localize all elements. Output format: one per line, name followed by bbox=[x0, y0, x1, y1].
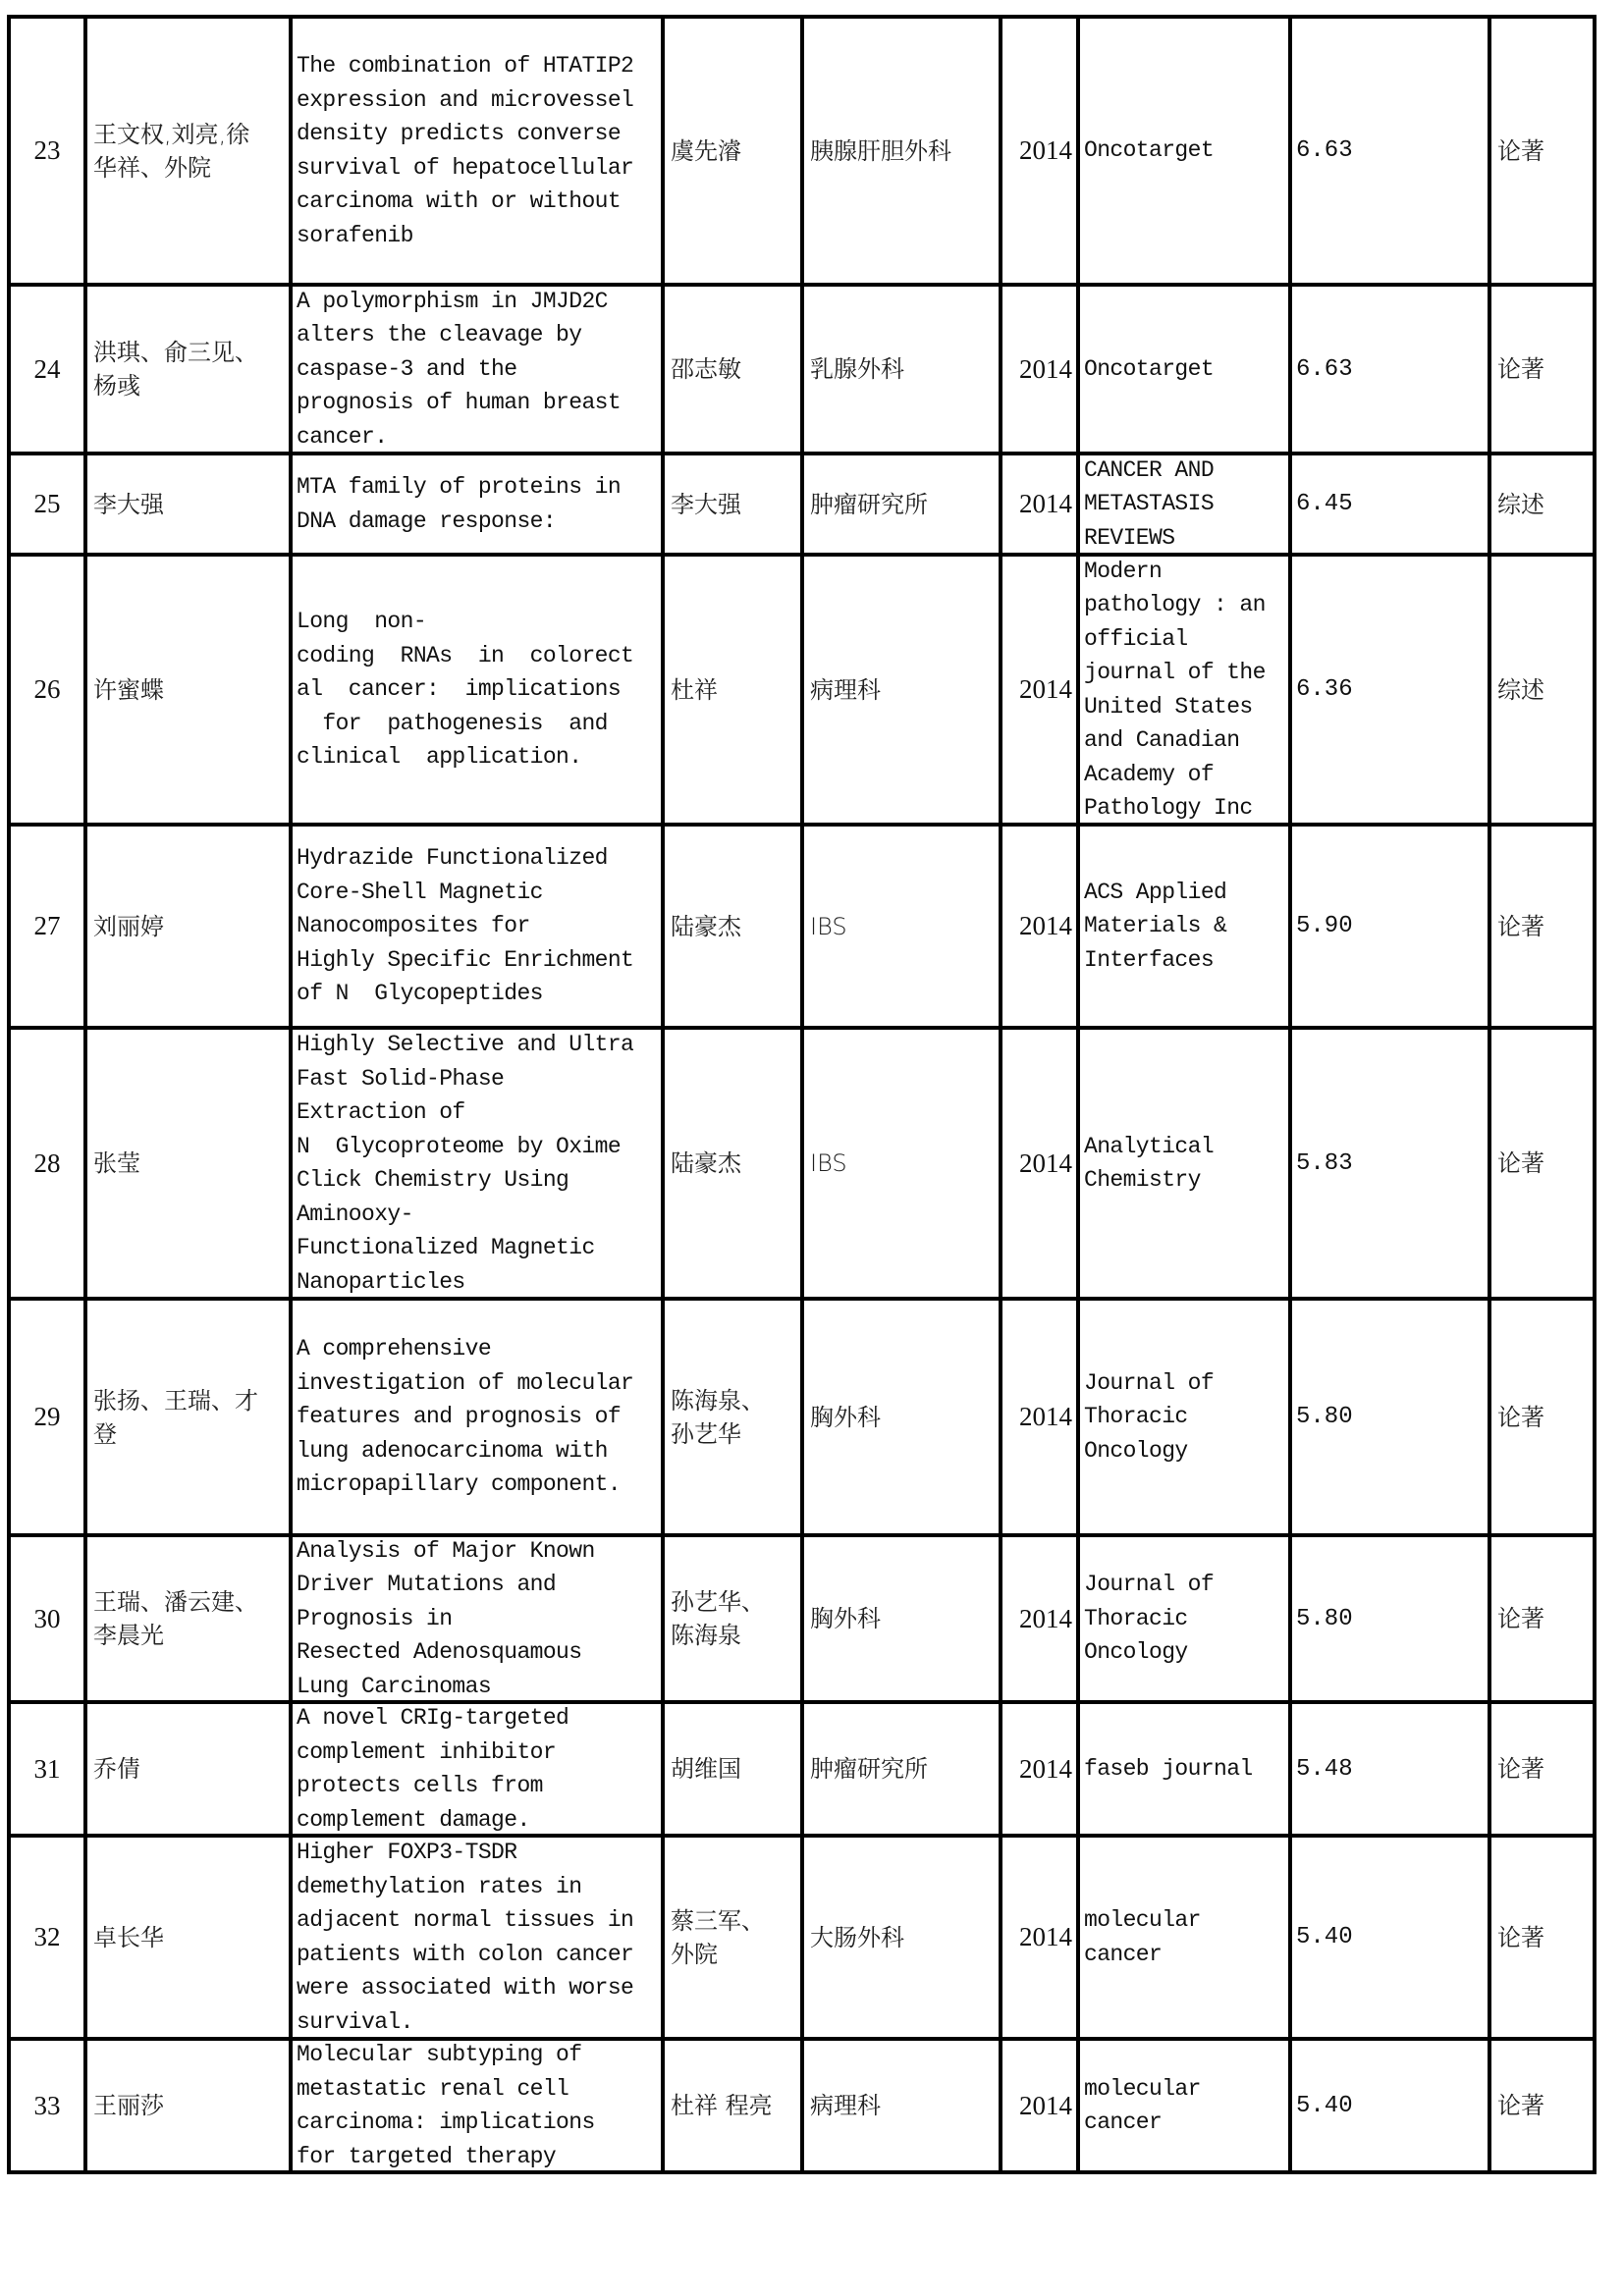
corresponding-author-cell bbox=[665, 1030, 800, 1297]
journal-cell-text: CANCER AND METASTASIS REVIEWS bbox=[1084, 456, 1215, 551]
impact-factor-cell-text: 6.36 bbox=[1296, 676, 1353, 703]
impact-factor-cell bbox=[1292, 557, 1488, 823]
row-border bbox=[7, 553, 1597, 557]
row-border bbox=[7, 1026, 1597, 1030]
paper-title-cell-text: A polymorphism in JMJD2C alters the cleavage by caspase-3 and the prognosis of human breast cancer. bbox=[297, 288, 622, 450]
article-type-cell-text: 综述 bbox=[1497, 490, 1544, 518]
corresponding-author-cell-text: 胡维国 bbox=[671, 1755, 741, 1783]
authors-cell-text: 王文权,刘亮,徐 华祥、外院 bbox=[93, 120, 250, 182]
row-border bbox=[7, 15, 1597, 19]
paper-title-cell-text: Hydrazide Functionalized Core-Shell Magnetic Nanocomposites for Highly Specific Enrichment of N Glycopeptides bbox=[297, 845, 634, 1007]
paper-title-cell bbox=[293, 1838, 661, 2037]
row-number-cell bbox=[11, 1030, 83, 1297]
department-cell bbox=[804, 1030, 999, 1297]
department-cell-text: 胸外科 bbox=[810, 1605, 881, 1632]
impact-factor-cell-text: 6.63 bbox=[1296, 355, 1353, 383]
year-cell bbox=[1002, 1537, 1076, 1700]
corresponding-author-cell-text: 蔡三军、 外院 bbox=[671, 1906, 765, 1968]
impact-factor-cell bbox=[1292, 287, 1488, 452]
paper-title-cell-text: Long non- coding RNAs in colorect al cancer: implications for pathogenesis and clinical application. bbox=[297, 609, 634, 771]
impact-factor-cell bbox=[1292, 19, 1488, 283]
article-type-cell-text: 论著 bbox=[1497, 1605, 1544, 1632]
paper-title-cell bbox=[293, 557, 661, 823]
year-cell-text: 2014 bbox=[1019, 1603, 1072, 1633]
corresponding-author-cell bbox=[665, 455, 800, 553]
department-cell-text: 大肠外科 bbox=[810, 1923, 904, 1951]
authors-cell-text: 卓长华 bbox=[93, 1923, 164, 1951]
impact-factor-cell bbox=[1292, 1301, 1488, 1533]
journal-cell bbox=[1080, 1838, 1288, 2037]
article-type-cell bbox=[1491, 19, 1593, 283]
department-cell bbox=[804, 1704, 999, 1834]
article-type-cell bbox=[1491, 557, 1593, 823]
article-type-cell-text: 综述 bbox=[1497, 675, 1544, 704]
row-number-cell-text: 30 bbox=[33, 1603, 61, 1633]
department-cell bbox=[804, 455, 999, 553]
corresponding-author-cell-text: 杜祥 程亮 bbox=[671, 2092, 773, 2119]
journal-cell-text: molecular cancer bbox=[1084, 1907, 1201, 1967]
article-type-cell-text: 论著 bbox=[1497, 2092, 1544, 2119]
year-cell bbox=[1002, 19, 1076, 283]
department-cell-text: IBS bbox=[810, 1149, 847, 1177]
authors-cell-text: 李大强 bbox=[93, 490, 164, 518]
article-type-cell-text: 论著 bbox=[1497, 136, 1544, 165]
authors-cell bbox=[87, 827, 289, 1026]
column-border bbox=[1076, 15, 1080, 2174]
year-cell-text: 2014 bbox=[1019, 2090, 1072, 2120]
column-border bbox=[289, 15, 293, 2174]
corresponding-author-cell bbox=[665, 287, 800, 452]
row-number-cell-text: 33 bbox=[33, 2090, 61, 2120]
department-cell-text: 肿瘤研究所 bbox=[810, 490, 928, 518]
journal-cell-text: Modern pathology : an official journal of the United States and Canadian Academy of Pathology Inc bbox=[1084, 558, 1266, 821]
journal-cell-text: faseb journal bbox=[1084, 1755, 1253, 1782]
year-cell-text: 2014 bbox=[1019, 1148, 1072, 1178]
corresponding-author-cell bbox=[665, 1704, 800, 1834]
row-border bbox=[7, 823, 1597, 827]
authors-cell bbox=[87, 19, 289, 283]
column-border bbox=[999, 15, 1002, 2174]
paper-title-cell-text: Highly Selective and Ultra Fast Solid-Phase Extraction of N Glycoproteome by Oxime Click Chemistry Using Aminooxy- Functionalized Magnetic Nanoparticles bbox=[297, 1032, 634, 1295]
paper-title-cell bbox=[293, 287, 661, 452]
corresponding-author-cell bbox=[665, 827, 800, 1026]
corresponding-author-cell-text: 孙艺华、 陈海泉 bbox=[671, 1588, 765, 1649]
department-cell bbox=[804, 827, 999, 1026]
authors-cell-text: 王丽莎 bbox=[93, 2092, 164, 2119]
row-number-cell bbox=[11, 287, 83, 452]
row-border bbox=[7, 2170, 1597, 2174]
impact-factor-cell bbox=[1292, 2041, 1488, 2170]
department-cell bbox=[804, 19, 999, 283]
journal-cell bbox=[1080, 1030, 1288, 1297]
journal-cell bbox=[1080, 827, 1288, 1026]
article-type-cell-text: 论著 bbox=[1497, 1403, 1544, 1431]
row-border bbox=[7, 1834, 1597, 1838]
year-cell-text: 2014 bbox=[1019, 674, 1072, 704]
department-cell-text: 肿瘤研究所 bbox=[810, 1755, 928, 1783]
article-type-cell-text: 论著 bbox=[1497, 1149, 1544, 1177]
impact-factor-cell bbox=[1292, 1030, 1488, 1297]
authors-cell-text: 洪琪、俞三见、 杨彧 bbox=[93, 339, 258, 400]
authors-cell bbox=[87, 2041, 289, 2170]
article-type-cell bbox=[1491, 287, 1593, 452]
year-cell-text: 2014 bbox=[1019, 1922, 1072, 1951]
row-number-cell-text: 23 bbox=[33, 135, 61, 165]
year-cell bbox=[1002, 455, 1076, 553]
row-number-cell bbox=[11, 827, 83, 1026]
paper-title-cell bbox=[293, 1537, 661, 1700]
impact-factor-cell-text: 5.40 bbox=[1296, 1924, 1353, 1950]
year-cell-text: 2014 bbox=[1019, 1753, 1072, 1784]
paper-title-cell bbox=[293, 1301, 661, 1533]
corresponding-author-cell bbox=[665, 1537, 800, 1700]
impact-factor-cell bbox=[1292, 455, 1488, 553]
row-number-cell-text: 27 bbox=[33, 911, 61, 940]
row-number-cell bbox=[11, 1838, 83, 2037]
paper-title-cell bbox=[293, 827, 661, 1026]
year-cell bbox=[1002, 1704, 1076, 1834]
year-cell bbox=[1002, 1030, 1076, 1297]
impact-factor-cell-text: 5.48 bbox=[1296, 1755, 1353, 1783]
year-cell bbox=[1002, 827, 1076, 1026]
impact-factor-cell bbox=[1292, 1704, 1488, 1834]
department-cell-text: 胸外科 bbox=[810, 1403, 881, 1431]
department-cell-text: 胰腺肝胆外科 bbox=[810, 136, 951, 165]
corresponding-author-cell bbox=[665, 1301, 800, 1533]
corresponding-author-cell-text: 邵志敏 bbox=[671, 355, 741, 383]
journal-cell bbox=[1080, 287, 1288, 452]
journal-cell bbox=[1080, 557, 1288, 823]
row-number-cell bbox=[11, 19, 83, 283]
corresponding-author-cell-text: 虞先濬 bbox=[671, 136, 741, 165]
authors-cell bbox=[87, 455, 289, 553]
row-number-cell-text: 32 bbox=[33, 1922, 61, 1951]
journal-cell bbox=[1080, 1704, 1288, 1834]
department-cell bbox=[804, 557, 999, 823]
row-number-cell-text: 24 bbox=[33, 353, 61, 384]
corresponding-author-cell-text: 杜祥 bbox=[671, 675, 718, 704]
paper-title-cell bbox=[293, 2041, 661, 2170]
paper-title-cell-text: MTA family of proteins in DNA damage response: bbox=[297, 474, 622, 534]
journal-cell bbox=[1080, 19, 1288, 283]
row-border bbox=[7, 1700, 1597, 1704]
year-cell-text: 2014 bbox=[1019, 1402, 1072, 1431]
authors-cell-text: 刘丽婷 bbox=[93, 912, 164, 940]
paper-title-cell bbox=[293, 1030, 661, 1297]
journal-cell bbox=[1080, 1301, 1288, 1533]
journal-cell-text: Analytical Chemistry bbox=[1084, 1133, 1215, 1193]
row-border bbox=[7, 1533, 1597, 1537]
authors-cell-text: 张莹 bbox=[93, 1149, 140, 1177]
column-border bbox=[800, 15, 804, 2174]
row-number-cell-text: 31 bbox=[33, 1753, 61, 1784]
department-cell-text: 病理科 bbox=[810, 2092, 881, 2119]
row-number-cell bbox=[11, 455, 83, 553]
article-type-cell bbox=[1491, 1301, 1593, 1533]
impact-factor-cell-text: 5.40 bbox=[1296, 2092, 1353, 2119]
department-cell bbox=[804, 1537, 999, 1700]
corresponding-author-cell bbox=[665, 1838, 800, 2037]
row-border bbox=[7, 2037, 1597, 2041]
corresponding-author-cell-text: 陈海泉、 孙艺华 bbox=[671, 1386, 765, 1448]
impact-factor-cell bbox=[1292, 1537, 1488, 1700]
year-cell-text: 2014 bbox=[1019, 489, 1072, 518]
column-border bbox=[7, 15, 11, 2174]
paper-title-cell-text: Molecular subtyping of metastatic renal cell carcinoma: implications for targeted therapy bbox=[297, 2042, 595, 2169]
impact-factor-cell-text: 5.80 bbox=[1296, 1605, 1353, 1632]
department-cell-text: IBS bbox=[810, 912, 847, 940]
journal-cell-text: ACS Applied Materials & Interfaces bbox=[1084, 879, 1227, 973]
impact-factor-cell-text: 5.80 bbox=[1296, 1404, 1353, 1430]
article-type-cell bbox=[1491, 455, 1593, 553]
column-border bbox=[1488, 15, 1491, 2174]
corresponding-author-cell-text: 陆豪杰 bbox=[671, 1149, 741, 1177]
year-cell bbox=[1002, 2041, 1076, 2170]
department-cell-text: 病理科 bbox=[810, 675, 881, 704]
impact-factor-cell bbox=[1292, 827, 1488, 1026]
journal-cell bbox=[1080, 1537, 1288, 1700]
impact-factor-cell-text: 6.45 bbox=[1296, 491, 1353, 517]
row-number-cell-text: 25 bbox=[33, 489, 61, 518]
authors-cell bbox=[87, 287, 289, 452]
paper-title-cell-text: The combination of HTATIP2 expression and microvessel density predicts converse survival of hepatocellular carcinoma with or without sorafenib bbox=[297, 53, 634, 248]
paper-title-cell-text: Higher FOXP3-TSDR demethylation rates in adjacent normal tissues in patients with colon cancer were associated with worse survival. bbox=[297, 1840, 634, 2035]
authors-cell bbox=[87, 1838, 289, 2037]
authors-cell bbox=[87, 1030, 289, 1297]
paper-title-cell bbox=[293, 19, 661, 283]
paper-title-cell-text: A novel CRIg-targeted complement inhibitor protects cells from complement damage. bbox=[297, 1705, 569, 1833]
row-number-cell bbox=[11, 2041, 83, 2170]
year-cell bbox=[1002, 287, 1076, 452]
year-cell bbox=[1002, 1301, 1076, 1533]
row-number-cell bbox=[11, 1704, 83, 1834]
row-number-cell-text: 29 bbox=[33, 1402, 61, 1431]
journal-cell bbox=[1080, 455, 1288, 553]
year-cell-text: 2014 bbox=[1019, 135, 1072, 165]
row-number-cell bbox=[11, 1537, 83, 1700]
journal-cell-text: Oncotarget bbox=[1084, 137, 1215, 164]
authors-cell bbox=[87, 557, 289, 823]
authors-cell-text: 张扬、王瑞、才 登 bbox=[93, 1386, 258, 1448]
department-cell bbox=[804, 287, 999, 452]
paper-title-cell bbox=[293, 455, 661, 553]
corresponding-author-cell bbox=[665, 557, 800, 823]
paper-title-cell-text: A comprehensive investigation of molecular features and prognosis of lung adenocarcinoma with micropapillary component. bbox=[297, 1336, 634, 1498]
article-type-cell bbox=[1491, 1537, 1593, 1700]
corresponding-author-cell bbox=[665, 2041, 800, 2170]
authors-cell bbox=[87, 1704, 289, 1834]
paper-title-cell bbox=[293, 1704, 661, 1834]
row-number-cell bbox=[11, 557, 83, 823]
authors-cell bbox=[87, 1301, 289, 1533]
impact-factor-cell-text: 6.63 bbox=[1296, 137, 1353, 164]
department-cell bbox=[804, 1301, 999, 1533]
journal-cell-text: molecular cancer bbox=[1084, 2075, 1201, 2135]
journal-cell-text: Journal of Thoracic Oncology bbox=[1084, 1572, 1215, 1666]
journal-cell-text: Journal of Thoracic Oncology bbox=[1084, 1369, 1215, 1464]
authors-cell-text: 许蜜蝶 bbox=[93, 675, 164, 704]
year-cell-text: 2014 bbox=[1019, 911, 1072, 940]
authors-cell bbox=[87, 1537, 289, 1700]
paper-title-cell-text: Analysis of Major Known Driver Mutations and Prognosis in Resected Adenosquamous Lung Carcinomas bbox=[297, 1537, 595, 1699]
corresponding-author-cell-text: 陆豪杰 bbox=[671, 912, 741, 940]
corresponding-author-cell-text: 李大强 bbox=[671, 490, 741, 518]
article-type-cell-text: 论著 bbox=[1497, 355, 1544, 383]
corresponding-author-cell bbox=[665, 19, 800, 283]
year-cell bbox=[1002, 1838, 1076, 2037]
row-number-cell bbox=[11, 1301, 83, 1533]
column-border bbox=[1288, 15, 1292, 2174]
article-type-cell bbox=[1491, 1838, 1593, 2037]
journal-cell bbox=[1080, 2041, 1288, 2170]
authors-cell-text: 王瑞、潘云建、 李晨光 bbox=[93, 1588, 258, 1649]
row-border bbox=[7, 1297, 1597, 1301]
department-cell-text: 乳腺外科 bbox=[810, 355, 904, 383]
year-cell-text: 2014 bbox=[1019, 353, 1072, 384]
year-cell bbox=[1002, 557, 1076, 823]
article-type-cell bbox=[1491, 2041, 1593, 2170]
department-cell bbox=[804, 1838, 999, 2037]
article-type-cell bbox=[1491, 827, 1593, 1026]
impact-factor-cell bbox=[1292, 1838, 1488, 2037]
article-type-cell-text: 论著 bbox=[1497, 1755, 1544, 1783]
column-border bbox=[1593, 15, 1597, 2174]
department-cell bbox=[804, 2041, 999, 2170]
article-type-cell bbox=[1491, 1704, 1593, 1834]
impact-factor-cell-text: 5.90 bbox=[1296, 913, 1353, 939]
row-border bbox=[7, 283, 1597, 287]
impact-factor-cell-text: 5.83 bbox=[1296, 1149, 1353, 1177]
row-number-cell-text: 28 bbox=[33, 1148, 61, 1178]
journal-cell-text: Oncotarget bbox=[1084, 355, 1215, 382]
row-border bbox=[7, 452, 1597, 455]
column-border bbox=[83, 15, 87, 2174]
row-number-cell-text: 26 bbox=[33, 674, 61, 704]
authors-cell-text: 乔倩 bbox=[93, 1755, 140, 1783]
article-type-cell-text: 论著 bbox=[1497, 912, 1544, 940]
article-type-cell bbox=[1491, 1030, 1593, 1297]
column-border bbox=[661, 15, 665, 2174]
article-type-cell-text: 论著 bbox=[1497, 1923, 1544, 1951]
